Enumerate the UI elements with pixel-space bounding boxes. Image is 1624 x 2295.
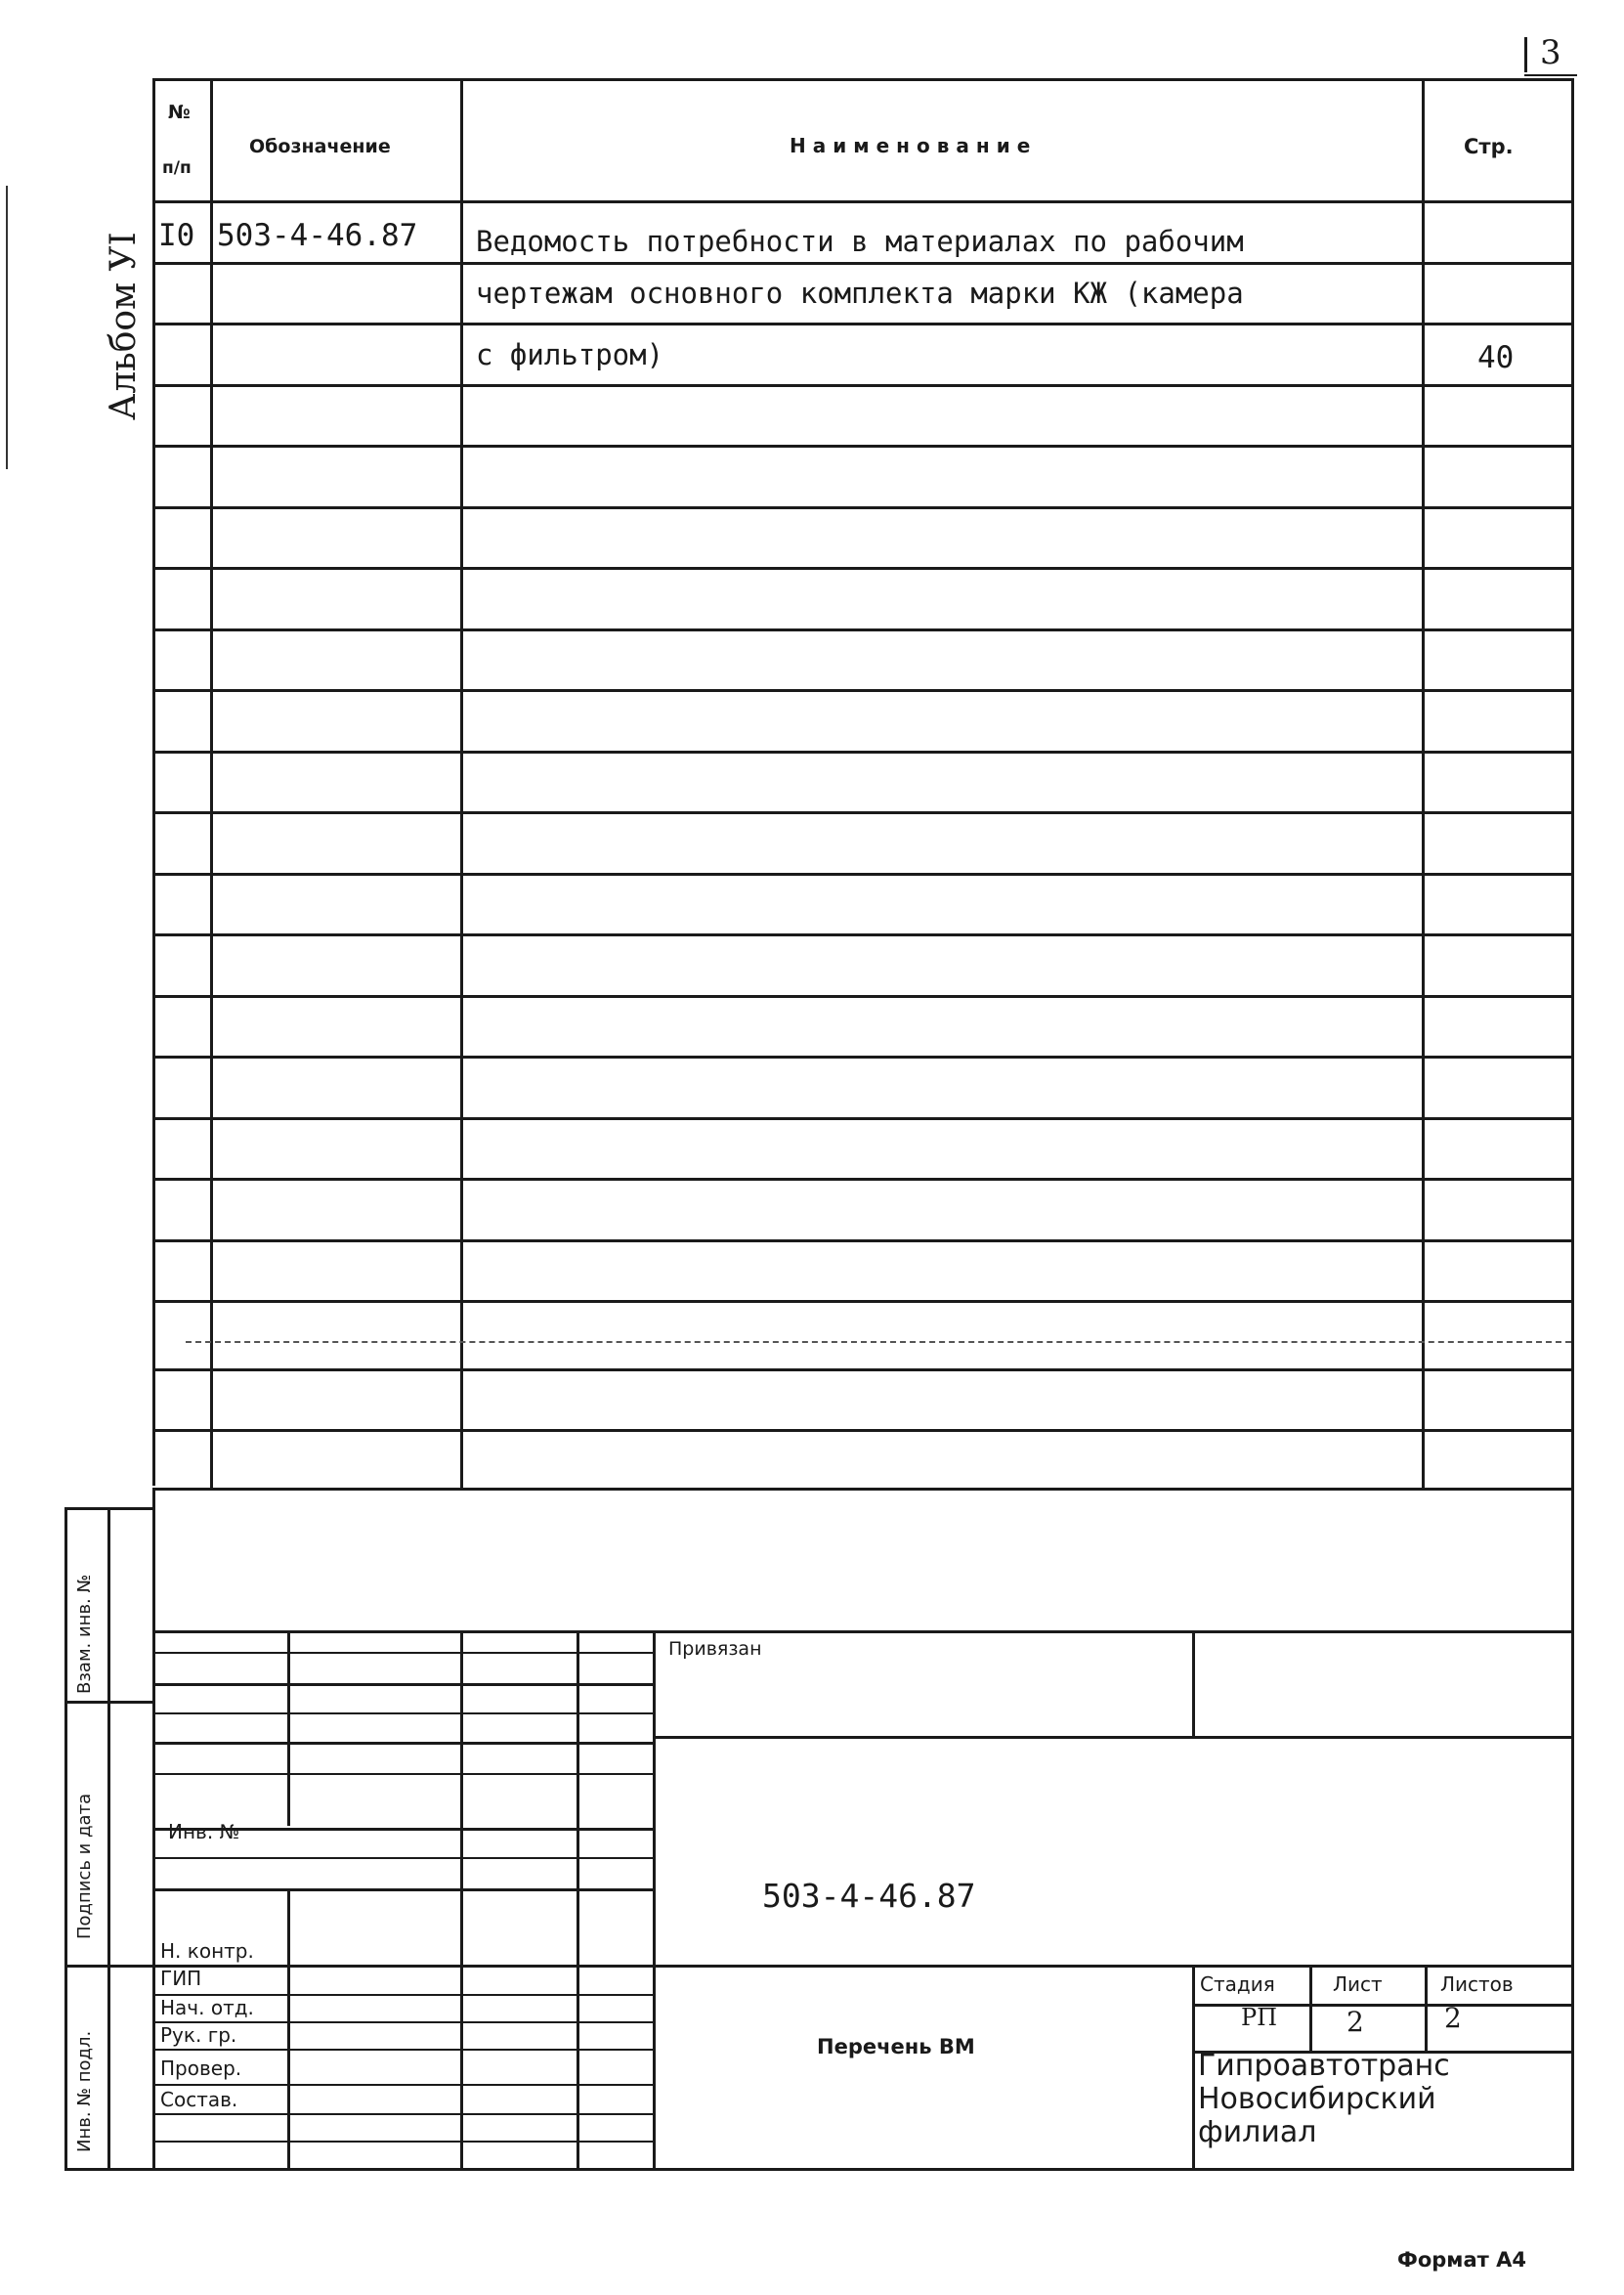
side-stamp-top	[64, 1507, 152, 1510]
title-col	[287, 1888, 290, 2168]
row-line	[152, 262, 1571, 265]
title-col	[1192, 1630, 1195, 1738]
table-border-left	[152, 78, 155, 1486]
header-num-label: №	[168, 102, 191, 123]
table-col-designation-divider	[460, 78, 463, 1491]
row-line	[152, 323, 1571, 325]
table-col-num-divider	[210, 78, 213, 1491]
table-col-page-divider	[1422, 78, 1425, 1491]
privyazan-label: Привязан	[668, 1638, 762, 1660]
sheet-label: Лист	[1333, 1972, 1383, 1996]
row-name: чертежам основного комплекта марки КЖ (камера	[476, 277, 1244, 310]
row-line	[152, 933, 1571, 936]
row-line	[152, 751, 1571, 754]
stage-value: РП	[1241, 2004, 1278, 2031]
row-line	[152, 628, 1571, 631]
title-block-bottom	[64, 2168, 1574, 2171]
header-designation: Обозначение	[249, 136, 391, 157]
title-col	[1425, 1965, 1428, 2051]
header-num-sublabel: п/п	[162, 158, 192, 178]
side-stamp-divider	[64, 1965, 152, 1968]
page-number-tick	[1524, 37, 1527, 72]
header-page: Стр.	[1464, 135, 1514, 158]
table-border-right	[1571, 78, 1574, 2170]
row-page: 40	[1477, 340, 1515, 375]
table-top-border	[152, 78, 1571, 81]
row-designation: 503-4-46.87	[217, 218, 418, 253]
n-kontr-label: Н. контр.	[160, 1939, 254, 1963]
row-line	[152, 995, 1571, 998]
title-col	[653, 1630, 656, 2168]
album-label: Альбом УI	[104, 232, 144, 420]
nach-otd-label: Нач. отд.	[160, 1996, 254, 2019]
row-line	[152, 1429, 1571, 1432]
prover-label: Провер.	[160, 2057, 242, 2080]
sheet-value: 2	[1346, 2006, 1364, 2038]
title-col	[1309, 1965, 1312, 2051]
title-col	[577, 1630, 579, 2168]
table-header-bottom	[152, 200, 1571, 203]
title-line	[653, 1736, 1571, 1739]
row-line	[152, 1368, 1571, 1371]
gip-label: ГИП	[160, 1967, 202, 1990]
row-line	[152, 445, 1571, 448]
row-line	[152, 384, 1571, 387]
binding-margin-line	[6, 186, 8, 469]
row-line	[152, 689, 1571, 692]
side-stamp-podpis: Подпись и дата	[74, 1793, 95, 1939]
row-line	[152, 506, 1571, 509]
page-number: 3	[1540, 33, 1561, 72]
row-num: I0	[158, 218, 195, 253]
organization-line1: Гипроавтотранс	[1198, 2049, 1450, 2083]
row-name: Ведомость потребности в материалах по рабочим	[476, 225, 1244, 258]
document-title: Перечень ВМ	[817, 2035, 975, 2058]
side-stamp-left	[64, 1507, 67, 2168]
title-line	[152, 1630, 1571, 1633]
title-col	[460, 1630, 463, 2168]
row-line	[152, 1117, 1571, 1120]
page-number-underline	[1524, 74, 1577, 76]
side-stamp-vzam: Взам. инв. №	[74, 1574, 95, 1694]
ruk-gr-label: Рук. гр.	[160, 2023, 237, 2047]
row-line	[152, 1239, 1571, 1242]
sheets-label: Листов	[1440, 1972, 1514, 1996]
sheets-value: 2	[1444, 2002, 1462, 2034]
title-line	[152, 1965, 1571, 1968]
title-col	[1192, 1965, 1195, 2168]
stage-label: Стадия	[1200, 1972, 1275, 1996]
title-col	[287, 1630, 290, 1826]
row-line	[152, 567, 1571, 570]
organization-line2: Новосибирский	[1198, 2082, 1436, 2116]
header-name: Наименование	[790, 134, 1038, 157]
row-line	[152, 873, 1571, 876]
document-code: 503-4-46.87	[762, 1877, 976, 1915]
row-line-dashed	[186, 1341, 1571, 1343]
format-label: Формат А4	[1397, 2248, 1526, 2272]
row-line	[152, 811, 1571, 814]
row-line	[152, 1300, 1571, 1303]
organization-line3: филиал	[1198, 2115, 1317, 2149]
row-line	[152, 1178, 1571, 1181]
table-bottom-border	[152, 1488, 1571, 1491]
row-name: с фильтром)	[476, 338, 664, 371]
side-stamp-divider	[64, 1701, 152, 1704]
inv-no-label: Инв. №	[168, 1820, 240, 1843]
sostav-label: Состав.	[160, 2088, 238, 2111]
side-stamp-inner	[107, 1507, 110, 2168]
row-line	[152, 1056, 1571, 1059]
side-stamp-inv-podl: Инв. № подл.	[74, 2030, 95, 2152]
